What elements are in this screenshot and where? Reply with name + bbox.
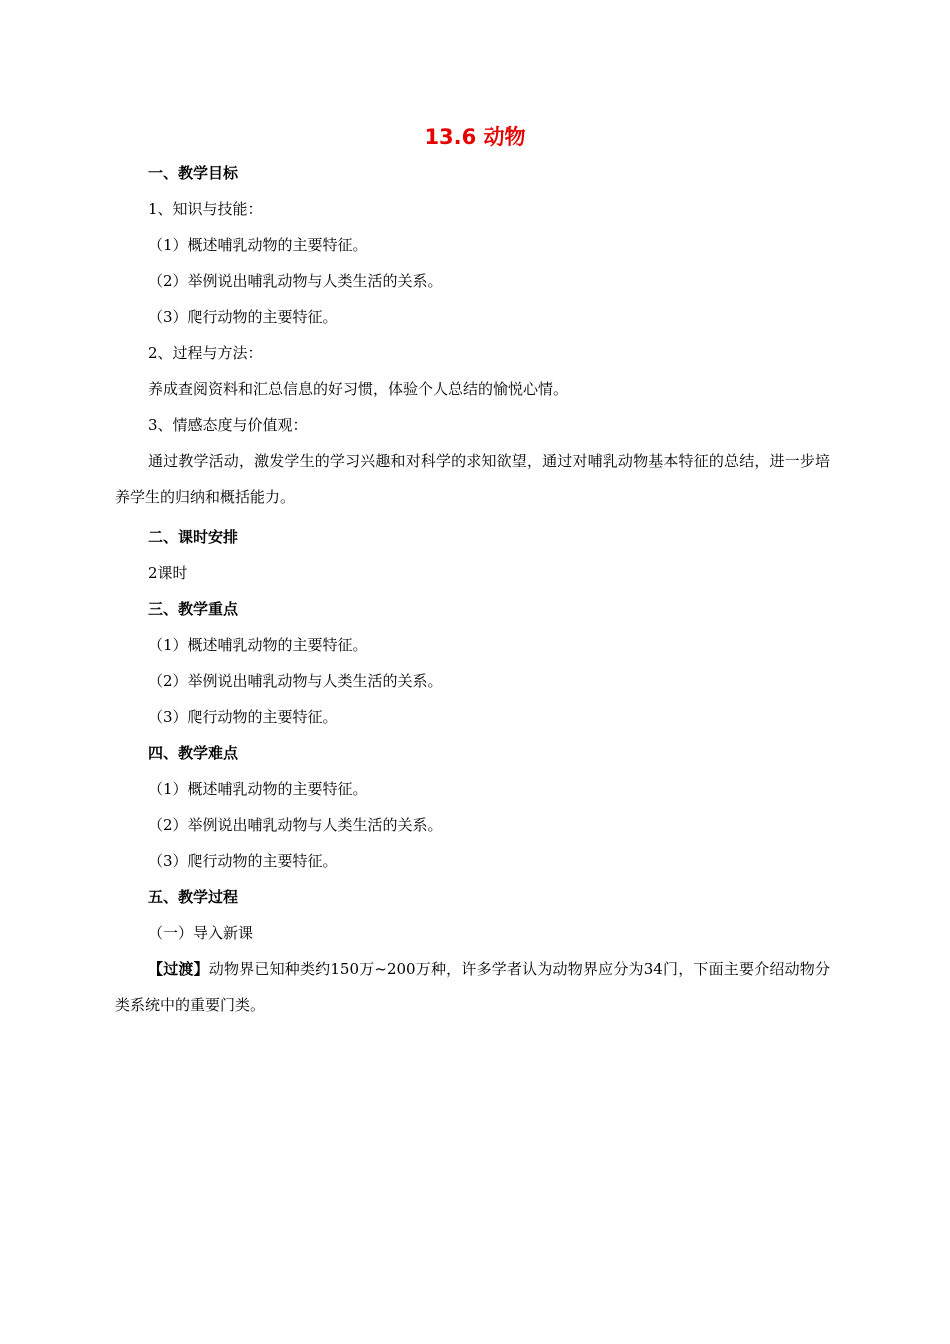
transition-text: 动物界已知种类约150万~200万种，许多学者认为动物界应分为34门，下面主要介绍动物分类系统中的重要门类。 (115, 960, 830, 1014)
method-text: 养成查阅资料和汇总信息的好习惯，体验个人总结的愉悦心情。 (148, 380, 569, 398)
key-point-1: （1）概述哺乳动物的主要特征。 (148, 636, 368, 654)
subheading-knowledge-skills: 1、知识与技能： (148, 200, 263, 218)
section-heading-process: 五、教学过程 (148, 888, 239, 906)
transition-label: 【过渡】 (148, 960, 209, 978)
section-heading-difficulties: 四、教学难点 (148, 744, 239, 762)
key-point-3: （3）爬行动物的主要特征。 (148, 708, 338, 726)
difficulty-1: （1）概述哺乳动物的主要特征。 (148, 780, 368, 798)
section-heading-teaching-goals: 一、教学目标 (148, 164, 239, 182)
key-point-2: （2）举例说出哺乳动物与人类生活的关系。 (148, 672, 443, 690)
difficulty-3: （3）爬行动物的主要特征。 (148, 852, 338, 870)
document-title: 13.6 动物 (424, 125, 526, 149)
goal-item-1: （1）概述哺乳动物的主要特征。 (148, 236, 368, 254)
section-heading-schedule: 二、课时安排 (148, 528, 239, 546)
section-heading-key-points: 三、教学重点 (148, 600, 239, 618)
goal-item-3: （3）爬行动物的主要特征。 (148, 308, 338, 326)
difficulty-2: （2）举例说出哺乳动物与人类生活的关系。 (148, 816, 443, 834)
attitude-paragraph: 通过教学活动，激发学生的学习兴趣和对科学的求知欲望，通过对哺乳动物基本特征的总结，进一步培养学生的归纳和概括能力。 (115, 452, 830, 506)
process-step-intro: （一）导入新课 (148, 924, 254, 942)
subheading-attitude-values: 3、情感态度与价值观： (148, 416, 308, 434)
schedule-hours: 2课时 (148, 564, 188, 582)
goal-item-2: （2）举例说出哺乳动物与人类生活的关系。 (148, 272, 443, 290)
transition-paragraph (115, 951, 830, 1023)
subheading-process-method: 2、过程与方法： (148, 344, 263, 362)
